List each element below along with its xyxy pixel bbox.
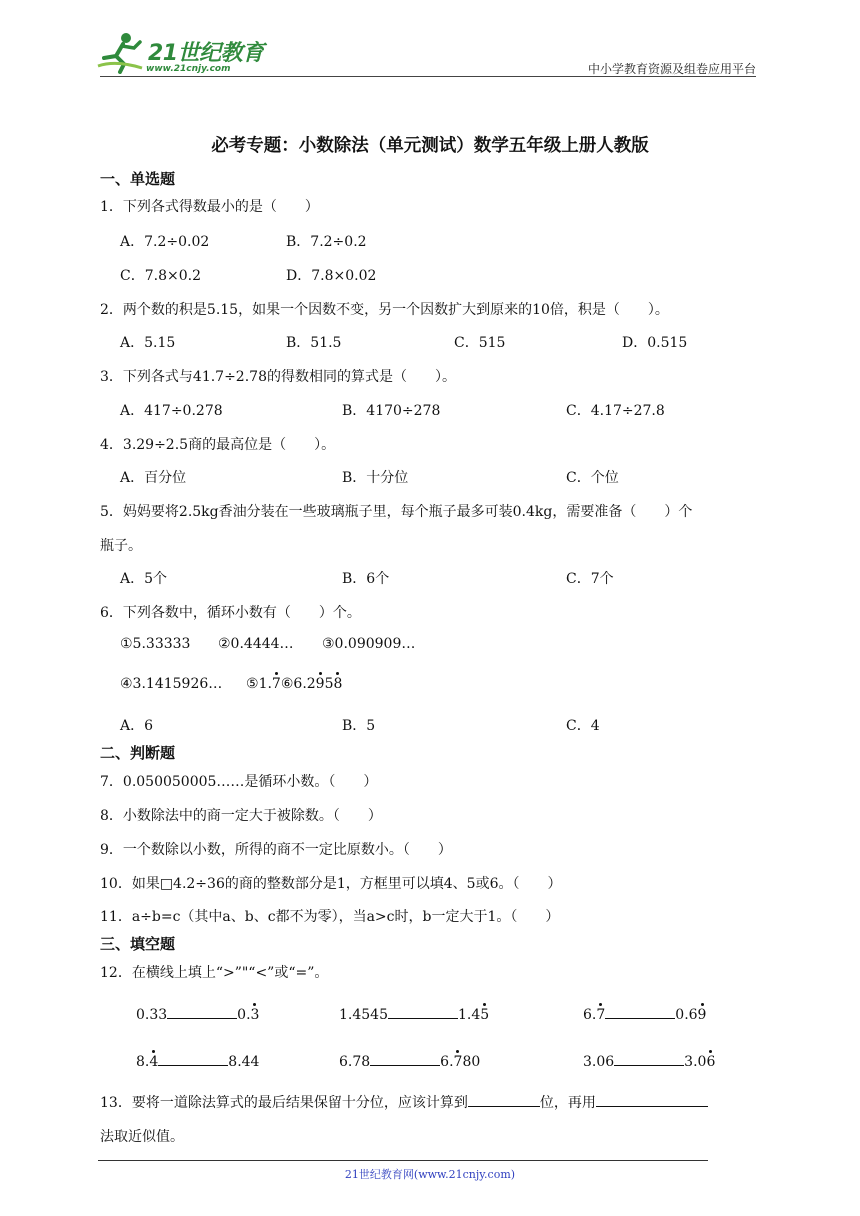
q1-option-a: A．7.2÷0.02	[120, 234, 210, 250]
q12-r2c2-right-tail: 80	[462, 1054, 481, 1070]
q12-row2-col2	[339, 1051, 480, 1070]
question-1-stem: 1．下列各式得数最小的是（ ）	[100, 199, 319, 215]
q12-r1c2-left: 1.4545	[339, 1007, 388, 1023]
question-7: 7．0.050050005……是循环小数。（ ）	[100, 774, 378, 790]
q12-r2c1-answer-blank[interactable]	[158, 1051, 228, 1066]
q13-text-b: 位，再用	[539, 1095, 596, 1111]
q12-r1c1-right-repeat: 3	[250, 1007, 260, 1023]
q12-r1c2-answer-blank[interactable]	[388, 1004, 458, 1019]
q12-r2c2-answer-blank[interactable]	[370, 1051, 440, 1066]
q12-r1c1-answer-blank[interactable]	[167, 1004, 237, 1019]
runner-logo-icon	[96, 30, 146, 74]
q12-r2c3-right-repeat: 6	[706, 1054, 716, 1070]
q6-item-6-int: 6.2	[293, 676, 316, 692]
q1-option-d: D．7.8×0.02	[286, 268, 377, 284]
q4-option-a: A．百分位	[120, 470, 187, 486]
page-title: 必考专题：小数除法（单元测试）数学五年级上册人教版	[211, 136, 649, 156]
header-tagline: 中小学教育资源及组卷应用平台	[587, 62, 756, 76]
question-11: 11．a÷b=c（其中a、b、c都不为零），当a>c时，b一定大于1。（ ）	[100, 909, 560, 925]
q6-item-1: ①5.33333	[120, 636, 191, 652]
q6-option-b: B．5	[342, 718, 376, 734]
q12-r1c1-right-int: 0.	[237, 1007, 251, 1023]
section-heading-single-choice: 一、单选题	[100, 170, 176, 188]
q1-option-b: B．7.2÷0.2	[286, 234, 367, 250]
q12-r2c3-answer-blank[interactable]	[614, 1051, 684, 1066]
q6-item-5-marker: ⑤	[246, 676, 259, 692]
question-10: 10．如果□4.2÷36的商的整数部分是1，方框里可以填4、5或6。（ ）	[100, 876, 562, 892]
q13-blank-1[interactable]	[468, 1092, 540, 1107]
q6-item-6-repeat-end: 8	[333, 676, 343, 692]
q6-item-4: ④3.1415926…	[120, 676, 223, 692]
q3-option-c: C．4.17÷27.8	[566, 403, 665, 419]
section-heading-fill-blank: 三、填空题	[100, 935, 176, 953]
q3-option-b: B．4170÷278	[342, 403, 441, 419]
q12-r1c3-left-repeat: 7	[596, 1007, 606, 1023]
q12-r1c1-left: 0.33	[136, 1007, 168, 1023]
q2-option-b: B．51.5	[286, 335, 342, 351]
q12-r2c1-left-int: 8.	[136, 1054, 150, 1070]
q12-r2c1-right: 8.44	[228, 1054, 260, 1070]
q6-item-2: ②0.4444…	[218, 636, 294, 652]
q13-text-a: 13．要将一道除法算式的最后结果保留十分位，应该计算到	[100, 1095, 468, 1111]
q13-blank-2[interactable]	[596, 1092, 708, 1107]
q6-item-5-repeat-digit: 7	[271, 676, 281, 692]
logo-text: 21世纪教育	[148, 41, 264, 66]
q12-r2c2-right-repeat: 7	[453, 1054, 463, 1070]
q4-option-b: B．十分位	[342, 470, 409, 486]
question-6-stem: 6．下列各数中，循环小数有（ ）个。	[100, 605, 361, 621]
logo	[96, 30, 266, 80]
q12-r1c3-right-int: 0.6	[675, 1007, 698, 1023]
q12-row1-col2	[339, 1004, 489, 1023]
q6-item-6-repeat-start: 9	[315, 676, 325, 692]
question-5-stem-line2: 瓶子。	[100, 538, 142, 554]
q6-item-5-int: 1.	[258, 676, 272, 692]
question-5-stem-line1: 5．妈妈要将2.5kg香油分装在一些玻璃瓶子里，每个瓶子最多可装0.4kg，需要准备（ ）个	[100, 504, 693, 520]
footer-divider	[98, 1160, 708, 1161]
q5-option-c: C．7个	[566, 571, 614, 587]
question-13-line1	[100, 1092, 708, 1112]
q12-r2c3-right-int: 3.0	[684, 1054, 707, 1070]
q12-row1-col1	[136, 1004, 259, 1023]
q1-option-c: C．7.8×0.2	[120, 268, 201, 284]
q12-row1-col3	[583, 1004, 706, 1023]
header-divider	[100, 76, 756, 77]
q6-item-6-marker: ⑥	[280, 676, 294, 692]
q6-option-c: C．4	[566, 718, 600, 734]
q2-option-d: D．0.515	[622, 335, 688, 351]
q12-r2c1-left-repeat: 4	[149, 1054, 159, 1070]
q12-r1c3-answer-blank[interactable]	[605, 1004, 675, 1019]
q6-item-6-mid: 5	[324, 676, 334, 692]
q2-option-a: A．5.15	[120, 335, 176, 351]
q12-r2c2-right-int: 6.	[440, 1054, 454, 1070]
q6-item-3: ③0.090909…	[322, 636, 416, 652]
q12-row2-col3	[583, 1051, 715, 1070]
q12-r1c3-right-repeat: 9	[697, 1007, 707, 1023]
q4-option-c: C．个位	[566, 470, 619, 486]
footer-text: 21世纪教育网(www.21cnjy.com)	[344, 1168, 516, 1181]
question-4-stem: 4．3.29÷2.5商的最高位是（ ）。	[100, 437, 336, 453]
logo-url: www.21cnjy.com	[146, 64, 231, 74]
q6-option-a: A．6	[120, 718, 154, 734]
section-heading-true-false: 二、判断题	[100, 744, 176, 762]
q2-option-c: C．515	[454, 335, 506, 351]
q12-r1c3-left-int: 6.	[583, 1007, 597, 1023]
question-2-stem: 2．两个数的积是5.15，如果一个因数不变，另一个因数扩大到原来的10倍，积是（ ）。	[100, 302, 669, 318]
q12-r1c2-right-mid: 4	[471, 1007, 481, 1023]
q5-option-a: A．5个	[120, 571, 168, 587]
q5-option-b: B．6个	[342, 571, 390, 587]
question-9: 9．一个数除以小数，所得的商不一定比原数小。（ ）	[100, 842, 452, 858]
question-13-line2: 法取近似值。	[100, 1129, 184, 1145]
question-12-stem: 12．在横线上填上“>”"“<”或“=”。	[100, 965, 329, 981]
q12-r1c2-right-repeat: 5	[480, 1007, 490, 1023]
question-3-stem: 3．下列各式与41.7÷2.78的得数相同的算式是（ ）。	[100, 369, 456, 385]
q12-row2-col1	[136, 1051, 259, 1070]
q3-option-a: A．417÷0.278	[120, 403, 223, 419]
q12-r1c2-right-int: 1.	[458, 1007, 472, 1023]
question-8: 8．小数除法中的商一定大于被除数。（ ）	[100, 808, 382, 824]
q6-item-5	[246, 676, 342, 692]
q12-r2c2-left: 6.78	[339, 1054, 371, 1070]
q12-r2c3-left: 3.06	[583, 1054, 615, 1070]
